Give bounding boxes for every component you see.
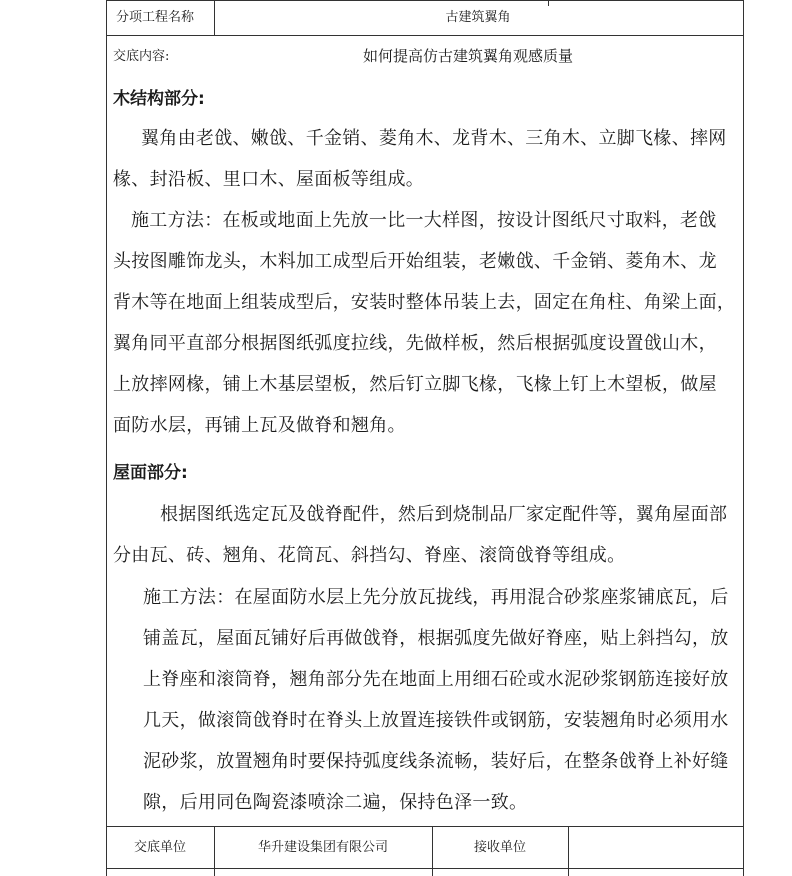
wood-method-line: 上放摔网椽，铺上木基层望板，然后钉立脚飞椽，飞椽上钉上木望板，做屋 [113,374,717,395]
roof-intro-line: 根据图纸选定瓦及戗脊配件，然后到烧制品厂家定配件等，翼角屋面部 [160,504,728,525]
disclosure-content-label: 交底内容: [113,49,170,64]
footer-divider-3 [568,826,569,876]
roof-method-paragraph [143,577,736,823]
receiving-unit-label: 接收单位 [473,840,526,855]
wood-intro-line: 翼角由老戗、嫩戗、千金销、菱角木、龙背木、三角木、立脚飞椽、摔网 [141,128,727,149]
project-name-value: 古建筑翼角 [445,10,511,25]
roof-intro-line: 分由瓦、砖、翘角、花筒瓦、斜挡勾、脊座、滚筒戗脊等组成。 [113,545,626,566]
roof-method-line: 上脊座和滚筒脊，翘角部分先在地面上用细石砼或水泥砂浆钢筋连接好放 [143,669,729,690]
table-rule-header [106,35,743,36]
wood-method-line: 头按图雕饰龙头，木料加工成型后开始组装，老嫩戗、千金销、菱角木、龙 [113,251,717,272]
wood-structure-heading: 木结构部分: [113,89,205,109]
disclosure-content-title: 如何提高仿古建筑翼角观感质量 [362,47,573,65]
wood-method-line: 施工方法：在板或地面上先放一比一大样图，按设计图纸尺寸取料，老戗 [131,210,717,231]
issuing-unit-value: 华升建设集团有限公司 [257,840,388,855]
wood-method-line: 面防水层，再铺上瓦及做脊和翘角。 [113,415,406,436]
table-rule-footer-bottom [106,868,743,869]
wood-method-line: 背木等在地面上组装成型后，安装时整体吊装上去，固定在角柱、角梁上面， [113,292,736,313]
roof-heading: 屋面部分: [113,463,188,483]
wood-method-line: 翼角同平直部分根据图纸弧度拉线，先做样板，然后根据弧度设置戗山木， [113,333,717,354]
wood-method-paragraph [113,200,736,446]
roof-intro-paragraph [113,494,736,576]
wood-intro-paragraph [113,118,736,200]
roof-method-line: 泥砂浆，放置翘角时要保持弧度线条流畅，装好后，在整条戗脊上补好缝 [143,751,729,772]
roof-method-line: 隙，后用同色陶瓷漆喷涂二遍，保持色泽一致。 [143,792,528,813]
roof-method-line: 几天，做滚筒戗脊时在脊头上放置连接铁件或钢筋，安装翘角时必须用水 [143,710,729,731]
table-rule-footer-top [106,826,743,827]
wood-intro-line: 椽、封沿板、里口木、屋面板等组成。 [113,169,425,190]
table-rule-top [106,0,743,1]
header-stub-divider [548,0,549,6]
issuing-unit-label: 交底单位 [133,840,186,855]
roof-method-line: 铺盖瓦，屋面瓦铺好后再做戗脊，根据弧度先做好脊座，贴上斜挡勾，放 [143,628,729,649]
roof-method-line: 施工方法：在屋面防水层上先分放瓦拢线，再用混合砂浆座浆铺底瓦，后 [143,587,729,608]
project-name-label: 分项工程名称 [116,10,195,25]
